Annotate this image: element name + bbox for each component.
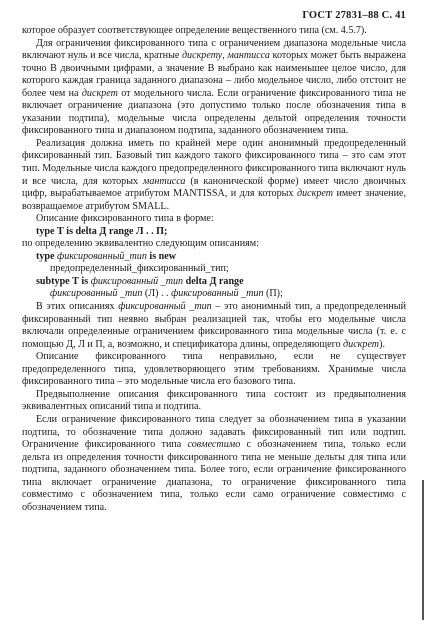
- text-run: ).: [379, 338, 385, 350]
- paragraph: [22, 38, 406, 138]
- italic-term: мантисса: [142, 175, 186, 187]
- code-line: [22, 226, 406, 239]
- text-run: которых может быть выражена точно В двоичными цифрами, а значение В выбрано как наименьшее целое число, для которого каждая граница заданного диапазона – либо модельное число, либо отстоит не более чем на: [22, 50, 406, 99]
- text-run: с обозначением типа, только если дельта из определения точности фиксированного типа не меньше дельты для типа или подтипа, заданного обозначением типа. Более того, если ограничение фиксированного типа включает ограничение диапазона, то ограничение фиксированного типа совместимо с обозначением типа, только если само ограничение совместимо с обозначением типа.: [22, 439, 406, 513]
- paragraph: [22, 213, 406, 226]
- paragraph: [22, 138, 406, 213]
- page-edge-mark: [422, 480, 424, 620]
- italic-term: фиксированный _тип: [118, 301, 212, 313]
- text-run: (в канонической форме) имеет число двоичных цифр, вырабатываемое атрибутом MANTISSA, и для которых: [22, 175, 406, 200]
- italic-term: дискрет: [296, 188, 334, 200]
- text-run: предопределенный_фиксированный_тип;: [50, 263, 229, 275]
- document-page: [22, 10, 406, 514]
- paragraph: [22, 25, 406, 38]
- italic-term: мантисса: [227, 50, 270, 62]
- paragraph: [22, 238, 406, 251]
- italic-term: фиксированный _тип: [50, 288, 143, 300]
- document-body: [22, 25, 406, 514]
- paragraph: [22, 414, 406, 514]
- code-line: [22, 276, 406, 289]
- text-run: по определению эквивалентно следующим описаниям:: [22, 238, 259, 250]
- code-line: [22, 288, 406, 301]
- italic-term: дискрет: [81, 87, 118, 99]
- text-run: Реализация должна иметь по крайней мере один анонимный предопределенный фиксированный тип. Базовый тип каждого такого фиксированного типа – это сам этот тип. Модельные числа каждого предопределенного фиксированного типа включают нуль и все числа, для которых: [22, 137, 406, 187]
- paragraph: [22, 301, 406, 351]
- italic-term: дискрету: [181, 50, 223, 62]
- keyword-text: is new: [146, 250, 177, 262]
- code-line: [22, 263, 406, 276]
- text-run: В этих описаниях: [36, 301, 119, 313]
- text-run: которое образует соответствующее определение вещественного типа (см. 4.5.7).: [22, 25, 367, 36]
- paragraph: [22, 389, 406, 414]
- text-run: Описание фиксированного типа в форме:: [36, 213, 214, 225]
- italic-term: совместимо: [187, 439, 241, 451]
- keyword-text: subtype Т is: [36, 275, 91, 287]
- italic-term: фиксированный _тип: [90, 275, 184, 287]
- text-run: ,: [222, 50, 228, 62]
- italic-term: дискрет: [343, 338, 380, 350]
- code-line: [22, 251, 406, 264]
- text-run: имеет значение, возвращаемое атрибутом SMALL.: [22, 188, 406, 212]
- italic-term: фиксированный _тип: [171, 288, 264, 300]
- text-run: Если ограничение фиксированного типа следует за обозначением типа в указании подтипа, то обозначение типа должно задавать фиксированный тип или подтип. Ограничение фиксированного типа: [22, 413, 406, 451]
- text-run: – это анонимный тип, а предопределенный фиксированный тип неявно выбран реализацией так, чтобы его модельные числа включали определенные ограничением фиксированного типа модельные числа (т. е. с помощью Д, Л и П, а, возможно, и спецификатора длины, определяющего: [22, 301, 406, 350]
- page-header: ГОСТ 27831–88 С. 41: [302, 10, 406, 21]
- keyword-text: delta Д range: [183, 275, 244, 287]
- keyword-text: type: [36, 250, 58, 262]
- keyword-text: type Т is delta Д range Л . . П;: [36, 225, 168, 237]
- text-run: Предвыполнение описания фиксированного типа состоит из предвыполнения эквивалентных описаний типа и подтипа.: [22, 388, 406, 413]
- text-run: Для ограничения фиксированного типа с ограничением диапазона модельные числа включают нуль и все числа, кратные: [22, 37, 406, 62]
- text-run: от модельного числа. Если ограничение фиксированного типа не включает ограничение диапазона (это допустимо только после обозначения типа в указании подтипа), модельные числа определены дельтой определения точности фиксированного типа и диапазоном подтипа, заданного обозначением типа.: [22, 87, 406, 137]
- text-run: (Л) . .: [142, 288, 172, 300]
- text-run: Описание фиксированного типа неправильно, если не существует предопределенного типа, удовлетворяющего этим требованиям. Хранимые числа фиксированного типа – это модельные числа его базового типа.: [22, 351, 406, 388]
- italic-term: фиксированный_тип: [57, 250, 147, 262]
- text-run: (П);: [263, 288, 283, 300]
- paragraph: [22, 351, 406, 389]
